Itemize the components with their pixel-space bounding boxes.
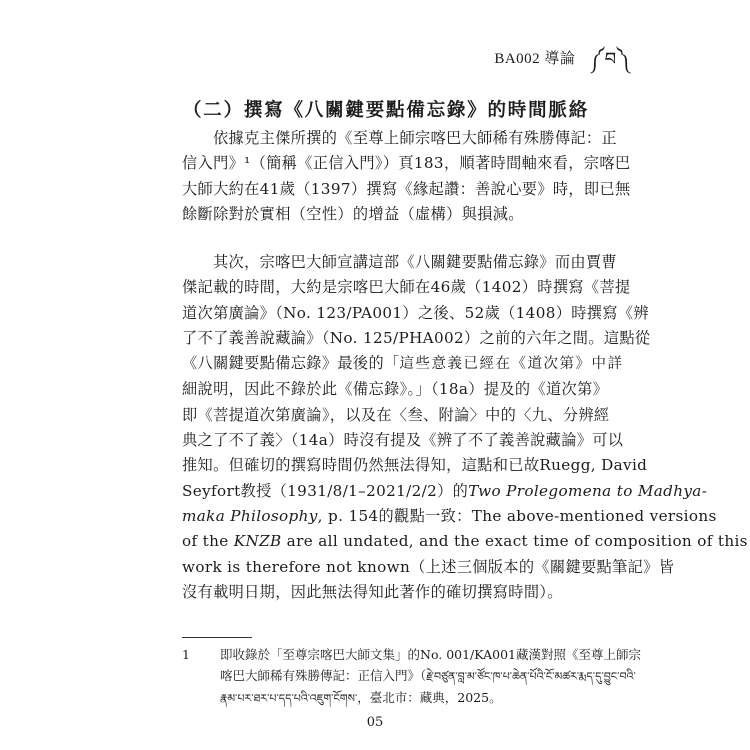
- text-line: 信入門》¹（簡稱《正信入門》）頁183，順著時間軸來看，宗喀巴: [182, 154, 631, 173]
- text-line: work is therefore not known（上述三個版本的《關鍵要點筆記》皆: [182, 557, 675, 576]
- text-line: [182, 504, 717, 529]
- text-segment: of the: [182, 532, 234, 551]
- footnote: [182, 644, 641, 709]
- quotation: 這些意義已經在《道次第》中詳: [399, 356, 624, 373]
- text-line: 其次，宗喀巴大師宣講這部《八關鍵要點備忘錄》而由賈曹: [213, 253, 617, 271]
- text-line: [182, 529, 748, 554]
- text-segment: , p. 154的觀點一致：The above-mentioned versions: [317, 506, 717, 525]
- paragraph-1: [182, 126, 631, 227]
- footnote-line: 即收錄於「至尊宗喀巴大師文集」的No. 001/KA001藏漢對照《至尊上師宗: [220, 647, 641, 662]
- tibetan-title-cont: རྣམ་པར་ཐར་པ་དད་པའི་འཇུག་ངོགས་: [220, 692, 358, 705]
- header-code: BA002: [494, 51, 541, 67]
- book-title: Two Prolegomena to Madhya-: [468, 481, 708, 500]
- text-segment: are all undated, and the exact time of composition of this: [281, 532, 748, 551]
- header-glyph: ༼བ༽: [589, 49, 630, 70]
- text-line: 傑記載的時間，大約是宗喀巴大師在46歲（1402）時撰寫《菩提: [182, 278, 631, 297]
- text-segment: 喀巴大師稀有殊勝傳記：正信入門》（: [220, 668, 427, 683]
- text-line: 了不了義善說藏論》（No. 125/PHA002）之前的六年之間。這點從: [182, 328, 651, 347]
- footnote-line: [182, 687, 579, 709]
- text-line: [182, 351, 624, 377]
- text-line: 大師大約在41歲（1397）撰寫《緣起讚：善說心要》時，即已無: [182, 179, 631, 198]
- tibetan-title: རྗེ་བཙུན་བླ་མ་ཙོང་ཁ་པ་ཆེན་པོའི་ངོ་མཚར་རྨད་དུ་བྱུང་བའི་: [426, 670, 636, 683]
- footnote-line: [182, 665, 636, 687]
- text-line: [182, 479, 708, 504]
- section-heading: （二）撰寫《八關鍵要點備忘錄》的時間脈絡: [183, 100, 590, 121]
- text-line: 典之了不了義〉（14a）時沒有提及《辨了不了義善說藏論》可以: [182, 431, 624, 450]
- page-number: 05: [366, 715, 384, 730]
- knzb-abbrev: KNZB: [233, 532, 282, 551]
- text-line: 推知。但確切的撰寫時間仍然無法得知，這點和已故Ruegg, David: [182, 456, 648, 475]
- footnote-rule: [182, 637, 252, 638]
- text-line: 沒有載明日期，因此無法得知此著作的確切撰寫時間）。: [182, 582, 563, 601]
- text-segment: Seyfort教授（1931/8/1–2021/2/2）的: [182, 481, 469, 500]
- text-line: 細說明，因此不錄於此《備忘錄》。」（18a）提及的《道次第》: [182, 380, 609, 399]
- footnote-number: 1: [182, 647, 190, 662]
- text-segment: ，臺北市：藏典，2025。: [357, 690, 502, 705]
- paragraph-2: [182, 250, 748, 605]
- text-line: 依據克主傑所撰的《至尊上師宗喀巴大師稀有殊勝傳記：正: [213, 129, 617, 147]
- text-line: 餘斷除對於實相（空性）的增益（虛構）與損減。: [182, 204, 524, 223]
- text-line: 即《菩提道次第廣論》，以及在〈叁、附論〉中的〈九、分辨經: [182, 405, 610, 424]
- book-title-cont: maka Philosophy: [182, 506, 318, 525]
- header-title: 導論: [544, 51, 576, 67]
- text-segment: 《八關鍵要點備忘錄》最後的「: [182, 354, 400, 373]
- text-line: 道次第廣論》（No. 123/PA001）之後、52歲（1408）時撰寫《辨: [182, 303, 649, 322]
- running-header: [494, 38, 630, 88]
